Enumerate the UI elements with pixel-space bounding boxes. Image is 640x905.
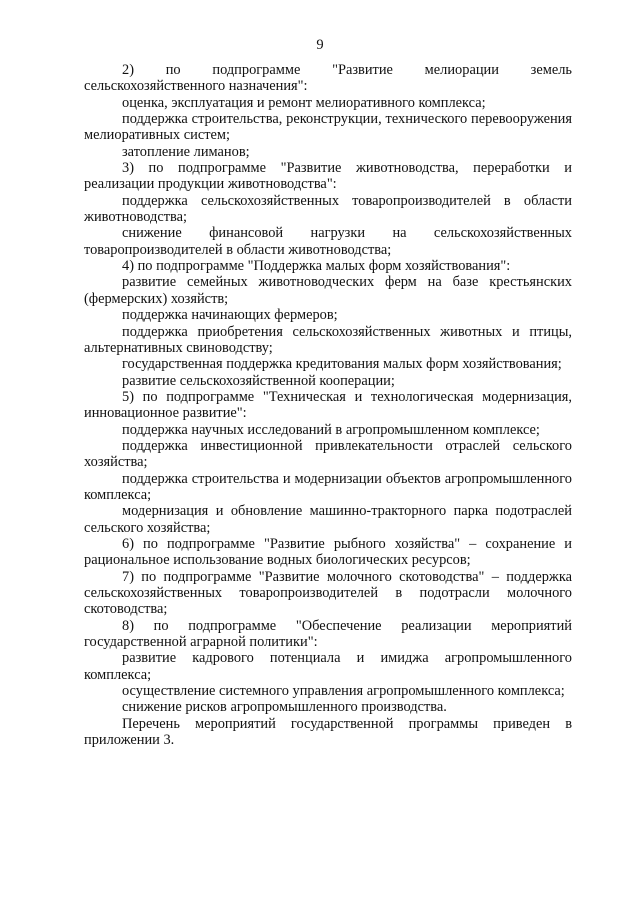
paragraph-subprogram-4: 4) по подпрограмме "Поддержка малых форм хозяйствования": [122,258,511,275]
paragraph: затопление лиманов; [122,143,250,160]
paragraph: поддержка строительства и модернизации объектов агропромышленного комплекса; [84,470,572,503]
paragraph: оценка, эксплуатация и ремонт мелиоративного комплекса; [122,94,486,111]
paragraph: поддержка строительства, реконструкции, технического перевооружения мелиоративных систем; [84,111,572,144]
body-text [84,62,572,748]
paragraph: модернизация и обновление машинно-тракторного парка подотраслей сельского хозяйства; [84,503,572,536]
paragraph-subprogram-5: 5) по подпрограмме "Техническая и технологическая модернизация, инновационное развитие": [84,388,572,422]
paragraph-subprogram-2: 2) по подпрограмме "Развитие мелиорации земель сельскохозяйственного назначения": [84,62,572,95]
paragraph: поддержка начинающих фермеров; [122,307,338,324]
paragraph: поддержка научных исследований в агропромышленном комплексе; [122,421,540,438]
paragraph: снижение финансовой нагрузки на сельскохозяйственных товаропроизводителей в области животноводства; [84,225,572,258]
paragraph: государственная поддержка кредитования малых форм хозяйствования; [122,356,562,373]
paragraph: снижение рисков агропромышленного производства. [122,699,447,716]
paragraph: развитие сельскохозяйственной кооперации; [122,372,395,389]
paragraph: поддержка приобретения сельскохозяйственных животных и птицы, альтернативных свиноводству; [84,323,572,356]
paragraph: осуществление системного управления агропромышленного комплекса; [122,683,565,700]
paragraph-subprogram-3: 3) по подпрограмме "Развитие животноводства, переработки и реализации продукции животноводства": [84,160,572,193]
paragraph-subprogram-8: 8) по подпрограмме "Обеспечение реализации мероприятий государственной аграрной политики": [84,617,572,651]
paragraph-appendix-reference: Перечень мероприятий государственной программы приведен в приложении 3. [84,715,572,749]
paragraph: поддержка инвестиционной привлекательности отраслей сельского хозяйства; [84,437,572,471]
paragraph: развитие кадрового потенциала и имиджа агропромышленного комплекса; [84,650,572,683]
paragraph: развитие семейных животноводческих ферм на базе крестьянских (фермерских) хозяйств; [84,274,572,307]
page-number: 9 [316,37,324,53]
paragraph-subprogram-6: 6) по подпрограмме "Развитие рыбного хозяйства" – сохранение и рациональное использование водных биологических ресурсов; [84,535,572,569]
paragraph-subprogram-7: 7) по подпрограмме "Развитие молочного скотоводства" – поддержка сельскохозяйственных товаропроизводителей в подотрасли молочного скотоводства; [84,568,572,618]
paragraph: поддержка сельскохозяйственных товаропроизводителей в области животноводства; [84,192,572,226]
